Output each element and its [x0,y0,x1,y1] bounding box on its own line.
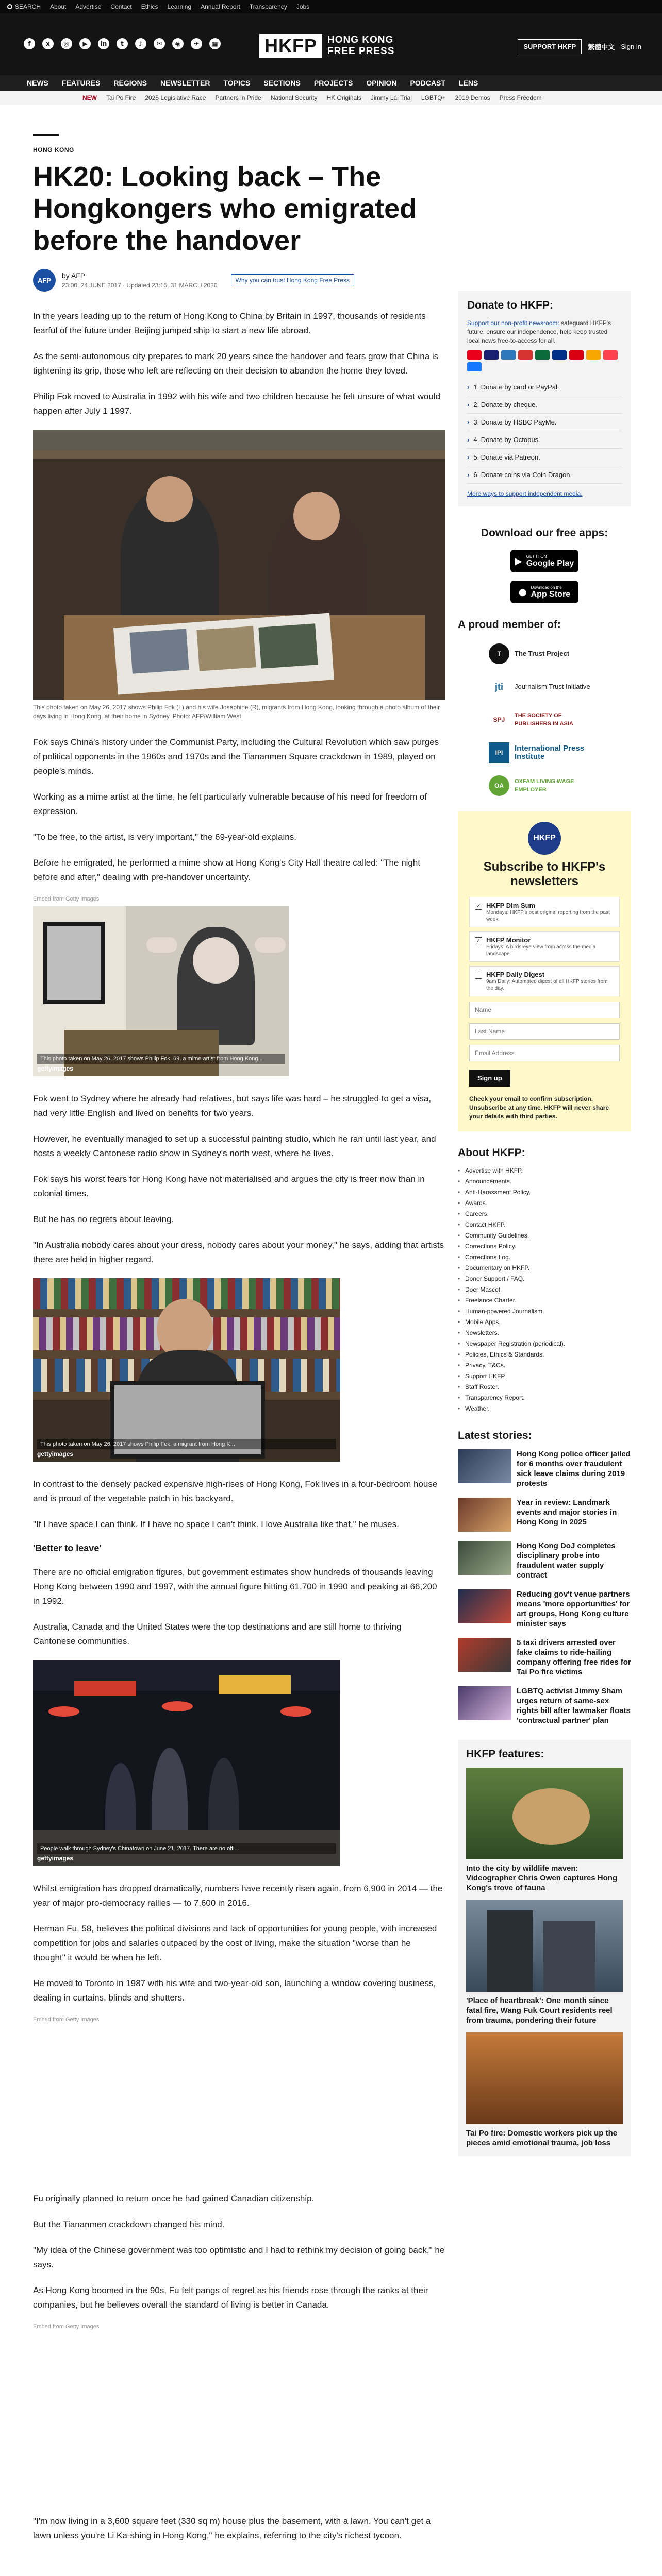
newsletter-option-monitor[interactable] [469,931,620,962]
oxfam-logo: OA [489,775,509,796]
photo-mime-hand [146,937,177,953]
app-store-button[interactable] [510,581,578,603]
feature-building [543,1921,595,1992]
article-headline: HK20: Looking back – The Hongkongers who emigrated before the handover [33,161,417,256]
arrow-right-icon: › [467,418,470,426]
member-name: Journalism Trust Initiative [515,683,590,690]
paragraph: Before he emigrated, he performed a mime show at Hong Kong's City Hall theatre called: "The night before and after," dealing with pre-handover uncertainty. [33,858,421,882]
paragraph: "In Australia nobody cares about your dress, nobody cares about your money," he says, adding that artists there are held in higher regard. [33,1240,444,1264]
about-link[interactable]: • Newspaper Registration (periodical). [458,1338,631,1349]
arrow-right-icon: › [467,401,470,409]
checkbox[interactable] [475,972,482,979]
utility-link-transparency[interactable]: Transparency [249,3,287,10]
latest-story[interactable] [458,1541,631,1580]
new-badge: NEW [82,94,97,101]
store-label [531,585,570,599]
jti-logo: jti [495,681,503,692]
feature-title[interactable]: Tai Po fire: Domestic workers pick up the pieces amid emotional trauma, job loss [466,2129,618,2147]
spacer [33,1462,445,1477]
octopus-icon [586,350,601,360]
paragraph: "If I have space I can think. If I have no space I can't think. I love Australia like that," he muses. [33,1519,399,1529]
trending-link[interactable]: 2025 Legislative Race [145,94,206,101]
story-title: Hong Kong police officer jailed for 6 months over fraudulent sick leave claims during 2019 protests [517,1450,631,1488]
photo-lantern [280,1706,311,1717]
photo-shelf [33,450,445,459]
newsletter-note: Check your email to confirm subscription. Unsubscribe at any time. HKFP will never share your details with third parties. [469,1095,609,1120]
embed-caption: People walk through Sydney's Chinatown on June 21, 2017. There are no offi... [37,1843,336,1854]
newsletter-name: HKFP Daily Digest [486,971,545,978]
spacer [33,1076,445,1092]
nav-lens[interactable]: LENS [458,79,478,87]
trending-link[interactable]: Tai Po Fire [106,94,136,101]
paragraph: Fok went to Sydney where he already had relatives, but says life was hard – he struggled to get a visa, had very little English and lived on benefits for two years. [33,1094,432,1118]
paragraph: Herman Fu, 58, believes the political divisions and lack of opportunities for young people, with increased competition for jobs and salaries outpaced by the cost of living, make the situation "worse than he thought" it would be when he left. [33,1924,437,1962]
byline [33,269,445,292]
search-label: SEARCH [15,3,41,10]
apps-title: Download our free apps: [481,527,608,539]
section-subheading: 'Better to leave' [33,1543,102,1553]
facebook-icon[interactable]: f [24,38,35,49]
story-thumbnail [458,1498,511,1532]
feature-image[interactable] [466,1768,623,1859]
feature-title[interactable]: Into the city by wildlife maven: Videographer Chris Owen captures Hong Kong's trove of fauna [466,1864,618,1892]
youtube-icon[interactable]: ▶ [79,38,91,49]
about-link[interactable]: • Awards. [458,1198,631,1209]
about-link[interactable]: • Corrections Log. [458,1252,631,1263]
sopa-logo: SPJ [493,716,505,723]
photo-wall [33,430,445,450]
feature-title[interactable]: 'Place of heartbreak': One month since fatal fire, Wang Fuk Court residents reel from trauma, pondering their future [466,1996,613,2025]
arrow-right-icon: › [467,453,470,461]
trust-project-logo: T [489,643,509,664]
getty-embed-mime[interactable] [33,906,289,1076]
utility-link-about[interactable]: About [50,3,67,10]
newsletter-desc: Fridays: A birds-eye view from across the media landscape. [486,944,596,957]
about-link[interactable]: • Support HKFP. [458,1371,631,1382]
support-hkfp-button[interactable]: SUPPORT HKFP [518,39,582,54]
trending-link[interactable]: HK Originals [326,94,361,101]
paragraph: As Hong Kong boomed in the 90s, Fu felt pangs of regret as his friends rose through the ranks at their companies, but he believes overall the standard of living is better in Canada. [33,2285,428,2310]
trust-link[interactable]: Why you can trust Hong Kong Free Press [231,274,354,286]
utility-link-advertise[interactable]: Advertise [75,3,102,10]
photo-album-print [196,626,256,671]
article [33,134,445,2554]
store-big: Google Play [526,558,574,568]
about-link[interactable]: • Newsletters. [458,1328,631,1338]
member-name: OXFAM LIVING WAGE EMPLOYER [515,778,574,793]
latest-story[interactable] [458,1686,631,1725]
linkedin-icon[interactable]: in [98,38,109,49]
newsletter-desc: 9am Daily: Automated digest of all HKFP stories from the day. [486,979,608,991]
photo-lantern [48,1706,79,1717]
main-nav [0,75,662,91]
paragraph: But he has no regrets about leaving. [33,1214,174,1224]
donate-option[interactable] [467,449,622,466]
paragraph: Fu originally planned to return once he had gained Canadian citizenship. [33,2194,315,2204]
tumblr-icon[interactable]: t [117,38,128,49]
play-store-icon: ▶ [515,555,522,567]
donate-option-label: 4. Donate by Octopus. [473,436,540,444]
member-title: A proud member of: [458,619,561,631]
empty-embed-area [33,2344,445,2514]
arrow-right-icon: › [467,471,470,479]
spacer [33,1866,445,1882]
visa-icon [484,350,499,360]
logo-mark: HKFP [259,34,322,58]
photo-caption: This photo taken on May 26, 2017 shows Philip Fok (L) and his wife Josephine (R), migrants from Hong Kong, looking through a photo album of their days living in Hong Kong, at their home in Sydney. Photo: AFP/William West. [33,704,440,720]
checkbox[interactable]: ✓ [475,903,482,910]
about-link[interactable]: • Community Guidelines. [458,1230,631,1241]
donate-widget [458,291,631,506]
photo-lantern [162,1701,193,1711]
alipay-icon [467,362,482,371]
newsletter-name: HKFP Monitor [486,936,531,944]
donate-option[interactable] [467,431,622,449]
nav-opinion[interactable]: OPINION [366,79,397,87]
feature-image[interactable] [466,1900,623,1992]
newsletter-option-text [486,936,614,957]
latest-story[interactable] [458,1589,631,1629]
sidebar [458,291,631,2156]
paragraph: As the semi-autonomous city prepares to mark 20 years since the handover and fears grow that China is tightening its grip, those who left are reflecting on their decision to abandon the home they loved. [33,351,439,376]
donate-intro-text: safeguard HKFP's future, ensure our independence, help keep trusted local news free-to-access for all. [467,319,611,344]
nav-sections[interactable]: SECTIONS [263,79,301,87]
about-links [458,1165,631,1414]
getty-logo[interactable]: gettyimages [37,1450,74,1458]
newsletter-option-daily-digest[interactable] [469,966,620,996]
about-link[interactable]: • Contact HKFP. [458,1219,631,1230]
patreon-icon [603,350,618,360]
about-link[interactable]: • Doer Mascot. [458,1284,631,1295]
photo-sign [219,1675,291,1694]
nav-newsletter[interactable]: NEWSLETTER [160,79,210,87]
donate-option[interactable] [467,379,622,396]
trending-link[interactable]: Partners in Pride [215,94,261,101]
store-small: Download on the [531,585,562,590]
donate-option-label: 1. Donate by card or PayPal. [473,383,559,391]
photo-couple-album [33,430,445,700]
story-title: 5 taxi drivers arrested over fake claims to ride-hailing company offering free rides for Tai Po fire victims [517,1638,631,1676]
trending-link[interactable]: National Security [270,94,318,101]
nav-topics[interactable]: TOPICS [223,79,251,87]
photo-sign [74,1681,136,1696]
ipi-logo: IPI [489,742,509,763]
member-name: The Trust Project [515,650,570,657]
member-ipi[interactable] [489,742,631,763]
embed-caption: This photo taken on May 26, 2017 shows Philip Fok, a migrant from Hong K... [37,1439,336,1449]
kicker-rule [33,134,59,136]
photo-man-head [146,476,193,522]
last-name-input[interactable] [469,1023,620,1040]
getty-logo[interactable]: gettyimages [37,1855,74,1862]
author-name[interactable]: by AFP [62,272,86,280]
language-switch[interactable]: 繁體中文 [588,43,615,51]
about-link[interactable]: • Mobile Apps. [458,1317,631,1328]
trending-link[interactable]: Jimmy Lai Trial [370,94,412,101]
getty-logo[interactable]: gettyimages [37,1065,74,1072]
features-widget [458,1740,631,2156]
story-title: LGBTQ activist Jimmy Sham urges return of same-sex rights bill after lawmaker floats 'contractual partner' plan [517,1687,631,1725]
about-link[interactable]: • Weather. [458,1403,631,1414]
logo-wordmark [327,35,394,57]
trending-link[interactable]: LGBTQ+ [421,94,446,101]
x-twitter-icon[interactable]: x [42,38,54,49]
embed-caption: This photo taken on May 26, 2017 shows Philip Fok, 69, a mime artist from Hong Kong... [37,1054,285,1064]
member-trust-project[interactable] [489,643,631,664]
donate-option[interactable] [467,466,622,484]
story-thumbnail [458,1589,511,1623]
nav-regions[interactable]: REGIONS [113,79,147,87]
donate-intro [467,319,622,345]
about-link[interactable]: • Announcements. [458,1176,631,1187]
logo-line-1: HONG KONG [327,35,394,45]
utility-link-contact[interactable]: Contact [110,3,132,10]
sign-in-link[interactable]: Sign in [621,43,641,50]
member-name: THE SOCIETY OF PUBLISHERS IN ASIA [515,713,573,727]
newsletter-logo: HKFP [528,822,561,855]
about-link[interactable]: • Policies, Ethics & Standards. [458,1349,631,1360]
payme-icon [569,350,584,360]
about-title: About HKFP: [458,1147,525,1159]
jcb-icon [535,350,550,360]
donate-option-label: 2. Donate by cheque. [473,401,537,409]
photo-desk [64,1030,219,1076]
unionpay-icon [518,350,533,360]
newsletter-desc: Mondays: HKFP's best original reporting from the past week. [486,910,610,922]
sign-up-button[interactable]: Sign up [469,1070,510,1087]
empty-embed-area [33,2037,445,2192]
paragraph: "My idea of the Chinese government was too optimistic and I had to rethink my decision of going back," he says. [33,2245,445,2269]
photo-mime-face [193,937,239,984]
arrow-right-icon: › [467,436,470,444]
donate-option[interactable] [467,396,622,414]
story-thumbnail [458,1638,511,1672]
feature-image[interactable] [466,2032,623,2124]
trending-link[interactable]: 2019 Demos [455,94,490,101]
utility-bar [0,0,662,13]
nav-features[interactable]: FEATURES [62,79,101,87]
paragraph: Australia, Canada and the United States were the top destinations and are still home to thriving Cantonese communities. [33,1622,402,1646]
google-play-button[interactable] [510,550,578,572]
email-icon[interactable]: ✉ [154,38,165,49]
threads-icon[interactable]: ◉ [172,38,184,49]
nav-projects[interactable]: PROJECTS [313,79,353,87]
latest-story[interactable] [458,1638,631,1677]
about-link[interactable]: • Transparency Report. [458,1393,631,1403]
member-oxfam[interactable] [489,775,631,796]
latest-story[interactable] [458,1449,631,1488]
about-link[interactable]: • Human-powered Journalism. [458,1306,631,1317]
story-thumbnail [458,1686,511,1720]
paragraph: There are no official emigration figures, but government estimates show hundreds of thousands leaving Hong Kong between 1990 and 1997, with the annual figure hitting 61,700 in 1990 and peaking at 66,200 in 1992. [33,1567,437,1606]
embed-credit[interactable]: Embed from Getty Images [33,2324,100,2330]
newsletter-title: Subscribe to HKFP's newsletters [483,860,606,888]
more-ways-link[interactable]: More ways to support independent media. [467,490,583,497]
nav-news[interactable]: NEWS [27,79,48,87]
utility-link-jobs[interactable]: Jobs [296,3,310,10]
donate-option-label: 5. Donate via Patreon. [473,453,540,461]
newsletter-option-dim-sum[interactable] [469,897,620,927]
story-title: Hong Kong DoJ completes disciplinary probe into fraudulent water supply contract [517,1541,616,1580]
paypal-icon [552,350,567,360]
newsletter-widget [458,811,631,1131]
about-link[interactable]: • Anti-Harassment Policy. [458,1187,631,1198]
utility-link-learning[interactable]: Learning [167,3,192,10]
paragraph: He moved to Toronto in 1987 with his wife and two-year-old son, launching a window covering business, dealing in curtains, blinds and shutters. [33,1978,436,2003]
search-icon [7,4,12,9]
story-thumbnail [458,1449,511,1483]
first-name-input[interactable] [469,1002,620,1018]
member-sopa[interactable] [489,709,631,730]
donate-intro-link[interactable]: Support our non-profit newsroom: [467,319,559,327]
newsletter-option-text [486,902,614,923]
about-link[interactable]: • Advertise with HKFP. [458,1165,631,1176]
paragraph: However, he eventually managed to set up a successful painting studio, which he ran until last year, and hosts a weekly Cantonese radio show in Sydney's north west, where he lives. [33,1134,436,1158]
story-title: Reducing gov't venue partners means 'more opportunities' for art groups, Hong Kong culture minister says [517,1590,630,1628]
feature-building [487,1910,533,1992]
story-thumbnail [458,1541,511,1575]
store-small: GET IT ON [526,554,547,559]
paragraph: Fok says China's history under the Communist Party, including the Cultural Revolution which saw purges of political opponents in the 1960s and 1970s and the Tiananmen Square crackdown in 1989, played on people's minds. [33,737,439,776]
instagram-icon[interactable]: ◎ [61,38,72,49]
amex-icon [501,350,516,360]
trending-bar [0,91,662,105]
paragraph: Philip Fok moved to Australia in 1992 with his wife and two children because he felt unsure of what would happen after July 1 1997. [33,392,441,416]
store-label [526,554,574,568]
masthead [0,13,662,75]
about-link[interactable]: • Corrections Policy. [458,1241,631,1252]
paragraph: "I'm now living in a 3,600 square feet (330 sq m) house plus the basement, with a lawn. You can't get a lawn unless you're Li Ka-shing in Hong Kong," he explains, referring to the city's richest tycoon. [33,2516,431,2540]
payment-methods [467,350,622,371]
store-big: App Store [531,589,571,599]
photo-mime-hand [255,937,286,953]
header-actions [518,39,641,54]
paragraph: In contrast to the densely packed expensive high-rises of Hong Kong, Fok lives in a four-bedroom house and is proud of the vegetable patch in his backyard. [33,1479,438,1503]
about-link[interactable]: • Freelance Charter. [458,1295,631,1306]
features-title: HKFP features: [466,1748,544,1760]
newsletter-name: HKFP Dim Sum [486,902,536,909]
author-avatar[interactable]: AFP [33,269,56,292]
arrow-right-icon: › [467,383,470,391]
paragraph: Fok says his worst fears for Hong Kong have not materialised and argues the city is freer now than in colonial times. [33,1174,425,1198]
member-name: International Press Institute [515,744,585,761]
telegram-icon[interactable]: ✈ [191,38,202,49]
feature-animal [512,1788,590,1845]
utility-link-ethics[interactable]: Ethics [141,3,158,10]
utility-link-annual-report[interactable]: Annual Report [201,3,240,10]
embed-credit[interactable]: Embed from Getty Images [33,2016,100,2023]
trending-link[interactable]: Press Freedom [499,94,542,101]
rss-icon[interactable]: ▦ [209,38,221,49]
story-title: Year in review: Landmark events and major stories in Hong Kong in 2025 [517,1498,617,1527]
newsletter-option-text [486,971,614,992]
photo-woman-head [293,492,340,540]
member-jti[interactable] [489,676,631,697]
about-link[interactable]: • Documentary on HKFP. [458,1263,631,1274]
paragraph: In the years leading up to the return of Hong Kong to China by Britain in 1997, thousands of residents fearful of the future under Beijing jumped ship to start a new life abroad. [33,311,426,335]
photo-album-print [129,629,189,673]
donate-option-label: 6. Donate coins via Coin Dragon. [473,471,572,479]
email-input[interactable] [469,1045,620,1061]
donate-option-label: 3. Donate by HSBC PayMe. [473,418,557,426]
paragraph: But the Tiananmen crackdown changed his mind. [33,2219,225,2229]
social-links [24,38,221,49]
logo-line-2: FREE PRESS [327,46,395,57]
byline-text [62,272,218,289]
latest-story[interactable] [458,1498,631,1532]
about-link[interactable]: • Careers. [458,1209,631,1219]
about-link[interactable]: • Donor Support / FAQ. [458,1274,631,1284]
nav-podcast[interactable]: PODCAST [410,79,445,87]
photo-frame [43,922,105,1004]
article-category[interactable]: HONG KONG [33,146,74,154]
paragraph: Working as a mime artist at the time, he felt particularly vulnerable because of his need for freedom of expression. [33,792,427,816]
paragraph: Whilst emigration has dropped dramatically, numbers have recently risen again, from 6,900 in 2014 — the year of major pro-democracy rallies — to 7,600 in 2016. [33,1884,443,1908]
checkbox[interactable]: ✓ [475,937,482,944]
latest-title: Latest stories: [458,1430,532,1442]
donate-option[interactable] [467,414,622,431]
search-link[interactable] [7,3,41,10]
donate-title: Donate to HKFP: [467,299,553,311]
about-link[interactable]: • Staff Roster. [458,1382,631,1393]
paragraph: "To be free, to the artist, is very important," the 69-year-old explains. [33,832,296,842]
mastercard-icon [467,350,482,360]
embed-credit[interactable]: Embed from Getty Images [33,896,100,902]
getty-embed-library[interactable] [33,1278,340,1462]
site-logo[interactable] [259,34,394,58]
tiktok-icon[interactable]: ♪ [135,38,146,49]
getty-embed-chinatown[interactable] [33,1660,340,1866]
about-link[interactable]: • Privacy, T&Cs. [458,1360,631,1371]
publish-date: 23:00, 24 JUNE 2017 · Updated 23:15, 31 MARCH 2020 [62,282,218,289]
photo-album-print [258,623,318,668]
apple-icon: ● [518,586,527,598]
